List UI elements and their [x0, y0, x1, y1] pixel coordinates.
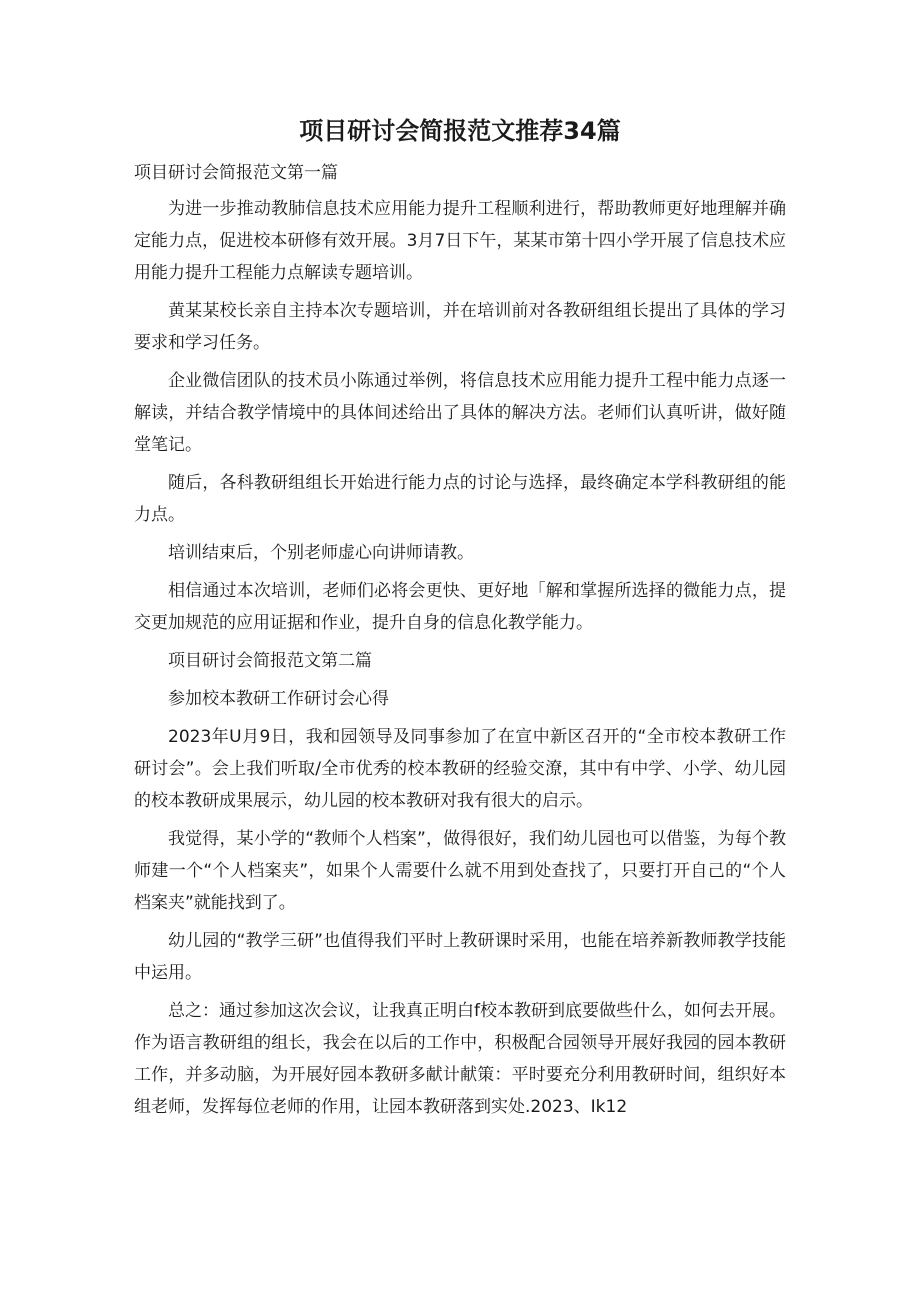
paragraph: 为进一步推动教肺信息技术应用能力提升工程顺利进行，帮助教师更好地理解并确定能力点，促进校本研修有效开展。3月7日下午，某某市第十四小学开展了信息技术应用能力提升工程能力点解读专题培训。	[134, 199, 786, 283]
paragraph: 随后，各科教研组组长开始进行能力点的讨论与选择，最终确定本学科教研组的能力点。	[134, 473, 786, 525]
paragraph: 我觉得，某小学的“教师个人档案”，做得很好，我们幼儿园也可以借鉴，为每个教师建一个“个人档案夹”，如果个人需要什么就不用到处查找了，只要打开自己的“个人档案夹”就能找到了。	[134, 829, 786, 913]
document-title: 项目研讨会简报范文推荐34篇	[299, 117, 621, 145]
paragraph: 2023年U月9日，我和园领导及同事参加了在宣中新区召开的“全市校本教研工作研讨会”。会上我们听取/全市优秀的校本教研的经验交潦，其中有中学、小学、幼儿园的校本教研成果展示，幼儿园的校本教研对我有很大的启示。	[134, 727, 786, 811]
document-body	[134, 157, 786, 1129]
subheading: 参加校本教研工作研讨会心得	[168, 689, 389, 709]
paragraph: 幼儿园的“教学三研”也值得我们平时上教研课时采用，也能在培养新教师教学技能中运用。	[134, 931, 786, 983]
paragraph: 黄某某校长亲自主持本次专题培训，并在培训前对各教研组组长提出了具体的学习要求和学习任务。	[134, 301, 786, 353]
paragraph: 总之：通过参加这次会议，让我真正明白f校本教研到底要做些什么，如何去开展。作为语言教研组的组长，我会在以后的工作中，积极配合园领导开展好我园的园本教研工作，并多动脑，为开展好园本教研多献计献策：平时要充分利用教研时间，组织好本组老师，发挥每位老师的作用，让园本教研落到实处.2023、Ik12	[134, 1001, 786, 1117]
section-heading: 项目研讨会简报范文第一篇	[134, 163, 338, 183]
section-heading: 项目研讨会简报范文第二篇	[168, 651, 372, 671]
paragraph: 相信通过本次培训，老师们必将会更快、更好地「解和掌握所选择的微能力点，提交更加规范的应用证据和作业，提升自身的信息化教学能力。	[134, 581, 786, 633]
paragraph: 培训结束后，个别老师虚心向讲师请教。	[168, 543, 474, 563]
paragraph: 企业微信团队的技术员小陈通过举例，将信息技术应用能力提升工程中能力点逐一解读，并结合教学情境中的具体间述给出了具体的解决方法。老师们认真听讲，做好随堂笔记。	[134, 371, 786, 455]
